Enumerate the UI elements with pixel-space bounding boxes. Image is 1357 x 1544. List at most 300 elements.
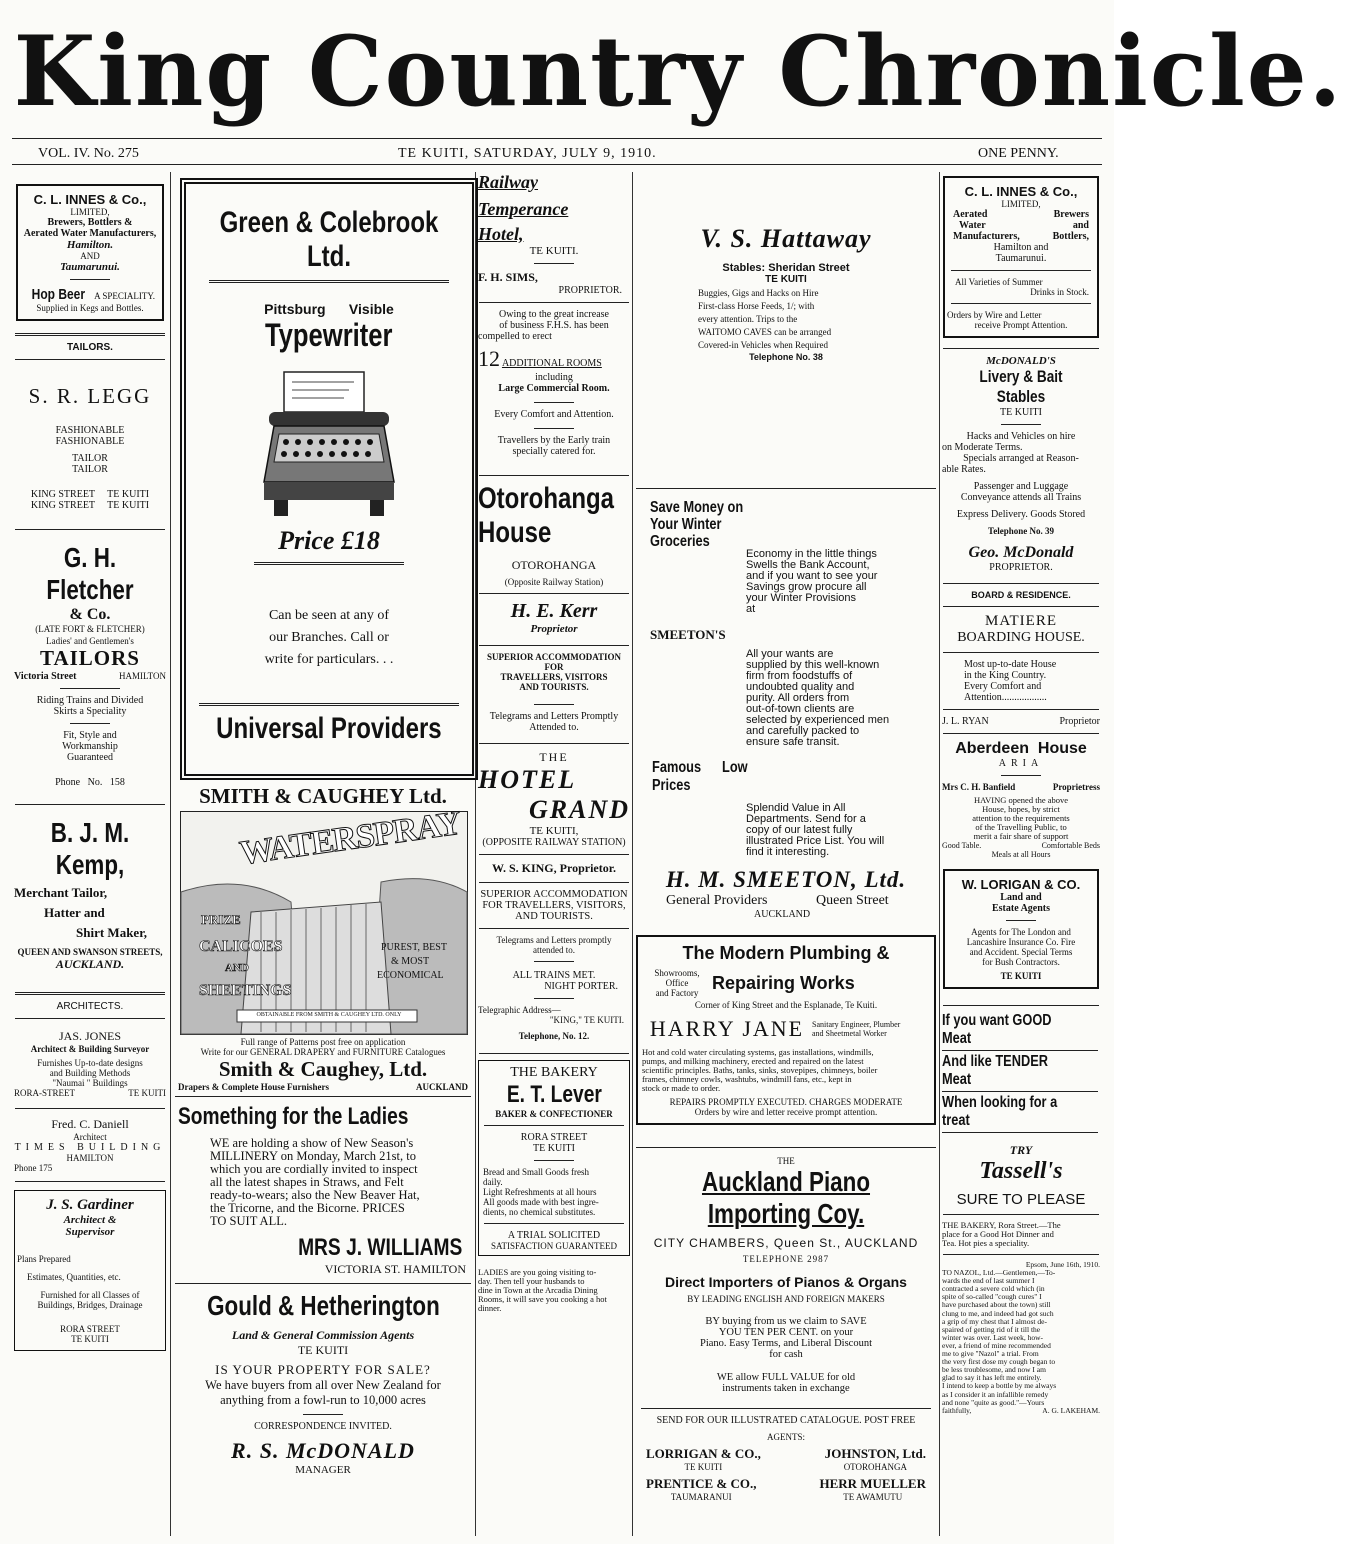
smith-heading: SMITH & CAUGHEY Ltd.: [199, 784, 447, 808]
smeeton-wants: [746, 649, 889, 748]
jones-advert: [14, 1029, 166, 1098]
grand-line: NIGHT PORTER.: [544, 981, 618, 992]
matiere-advert: [942, 613, 1100, 727]
mcd-owner: Geo. McDonald: [968, 544, 1074, 561]
innes-and: AND: [80, 251, 100, 261]
mcd-phone: Telephone No. 39: [988, 526, 1054, 536]
hattaway-line: Buggies, Gigs and Hacks on Hire: [698, 288, 819, 298]
arcadia-line: dinner.: [478, 1303, 502, 1313]
grand-title: HOTEL: [478, 765, 577, 794]
aberdeen-footer: [942, 841, 1100, 850]
otoro-owner: H. E. Kerr: [510, 600, 598, 622]
fletcher-line: Skirts a Speciality: [53, 706, 127, 717]
waterspray-and: AND: [225, 962, 249, 974]
bakery-name: E. T. Lever: [506, 1081, 602, 1108]
gould-advert: [174, 1290, 472, 1476]
green-universal: Universal Providers: [216, 712, 442, 745]
piano-line: Piano. Easy Terms, and Liberal Discount: [700, 1338, 872, 1349]
divider: [303, 1414, 343, 1415]
plumbing-line: frames, chimney cowls, washtubs, windmill fans, etc., kept in: [642, 1074, 852, 1084]
piano-agent-name: HERR MUELLER: [819, 1476, 926, 1491]
ladies-shop-address: VICTORIA ST. HAMILTON: [324, 1262, 466, 1276]
innes-speciality: A SPECIALITY.: [94, 291, 156, 301]
nazol-line: wards the end of last summer I: [942, 1276, 1035, 1286]
masthead: [0, 8, 1344, 136]
kemp-line: Hatter and: [44, 905, 105, 920]
aberdeen-good: Good Table.: [942, 841, 982, 850]
bakery-town: TE KUITI: [533, 1143, 575, 1154]
gardiner-street: RORA STREET: [60, 1324, 120, 1334]
plumbing-line: scientific principles. Baths, tanks, sinks, stovepipes, chimneys, boiler: [642, 1065, 878, 1075]
piano-line: BY buying from us we claim to SAVE: [705, 1316, 867, 1327]
daniell-advert: [14, 1117, 166, 1173]
column-3: [478, 172, 630, 1536]
bakery-the: THE BAKERY: [510, 1065, 598, 1080]
daniell-phone: Phone 175: [14, 1163, 53, 1173]
gould-subtitle: Land & General Commission Agents: [231, 1328, 415, 1342]
piano-send: SEND FOR OUR ILLUSTRATED CATALOGUE. POST FREE: [656, 1415, 916, 1426]
kemp-name: B. J. M. Kemp,: [50, 817, 130, 880]
nazol-line: winter was over. Last week, how-: [942, 1332, 1044, 1342]
piano-agent: [825, 1446, 926, 1472]
divider: [484, 1125, 624, 1126]
daniell-town: HAMILTON: [66, 1153, 114, 1163]
nazol-faithfully: faithfully,: [942, 1405, 972, 1415]
railway-title: Temperance: [478, 199, 569, 219]
innes2-line: Taumarunui.: [995, 253, 1047, 264]
innes2-line: All Varieties of Summer: [955, 277, 1043, 287]
divider: [254, 562, 404, 565]
column-4: [636, 172, 936, 1536]
tailors-heading: TAILORS.: [67, 342, 113, 353]
piano-agent-town: TE KUITI: [684, 1462, 723, 1472]
divider: [943, 1214, 1099, 1215]
ladies-line: WE are holding a show of New Season's: [210, 1136, 414, 1150]
bakery-street: RORA STREET: [520, 1132, 588, 1143]
smeeton-city: AUCKLAND: [754, 909, 811, 920]
innes-line: Aerated Water Manufacturers,: [23, 228, 157, 239]
divider: [479, 854, 629, 855]
smith-drapers: Drapers & Complete House Furnishers: [178, 1082, 329, 1092]
divider: [15, 529, 165, 530]
divider: [175, 1096, 471, 1097]
divider: [943, 709, 1099, 710]
fletcher-line: Fit, Style and: [63, 730, 117, 741]
divider: [70, 279, 110, 280]
hattaway-town: TE KUITI: [765, 274, 807, 285]
innes2-word: Water: [959, 220, 986, 231]
hattaway-line: WAITOMO CAVES can be arranged: [698, 327, 832, 337]
divider: [70, 723, 110, 724]
lorigan-advert: [943, 869, 1099, 989]
legg-address: KING STREET TE KUITI: [30, 489, 150, 500]
daniell-title: Architect: [73, 1132, 107, 1142]
grand-line: Telegrams and Letters promptly: [496, 935, 612, 945]
grand-town: TE KUITI,: [529, 825, 579, 837]
innes-advert: [16, 184, 164, 321]
column-1: [14, 172, 166, 1536]
smeeton-save-line: Your Winter: [650, 516, 722, 533]
mcd-line: Specials arranged at Reason-: [963, 453, 1079, 464]
dateline-rule: [12, 164, 1102, 165]
hattaway-stables: Stables: Sheridan Street: [722, 262, 850, 274]
divider: [15, 992, 165, 995]
divider: [641, 1408, 931, 1409]
kemp-address: QUEEN AND SWANSON STREETS,: [17, 947, 163, 957]
divider: [479, 928, 629, 929]
gardiner-title: Architect &: [63, 1214, 117, 1226]
mcdonald-advert: [942, 355, 1100, 573]
fletcher-address: [14, 671, 166, 682]
mcd-line: Passenger and Luggage: [973, 481, 1069, 492]
gould-line: anything from a fowl-run to 10,000 acres: [220, 1393, 426, 1407]
innes2-word: Aerated: [953, 209, 988, 220]
piano-line: YOU TEN PER CENT. on your: [718, 1327, 854, 1338]
smeeton-save-line: Save Money on: [650, 499, 744, 516]
piano-agent-town: TE AWAMUTU: [843, 1492, 903, 1502]
green-line: Pittsburg Visible: [264, 301, 394, 317]
grand-opposite: (OPPOSITE RAILWAY STATION): [482, 837, 626, 848]
legg-line: TAILOR: [72, 453, 108, 464]
divider: [943, 652, 1099, 653]
otorohanga-advert: [478, 482, 630, 733]
matiere-line: Attention..................: [964, 692, 1047, 703]
plumbing-name-row: [642, 1016, 930, 1042]
piano-name: Auckland Piano Importing Coy.: [701, 1166, 871, 1229]
plumbing-line: stock or made to order.: [642, 1083, 721, 1093]
railway-line: of business F.H.S. has been: [499, 320, 609, 331]
grand-owner: W. S. KING, Proprietor.: [492, 861, 616, 875]
divider: [943, 733, 1099, 734]
ladies-text: [174, 1137, 472, 1228]
jones-title: Architect & Building Surveyor: [30, 1044, 150, 1054]
hattaway-line: Covered-in Vehicles when Required: [698, 340, 829, 350]
smeeton-line: supplied by this well-known: [746, 659, 880, 671]
fletcher-line: Riding Trains and Divided: [36, 695, 144, 706]
aberdeen-line: attention to the requirements: [972, 813, 1070, 823]
mcd-line: Conveyance attends all Trains: [960, 492, 1082, 503]
smeeton-save-line: Groceries: [650, 533, 710, 550]
lorigan-line: Land and: [1000, 892, 1042, 903]
plumbing-heading: The Modern Plumbing &: [682, 943, 890, 963]
arcadia-line: Rooms, it will save you cooking a hot: [478, 1294, 607, 1304]
divider: [15, 1181, 165, 1182]
legg-name: S. R. LEGG: [28, 384, 152, 408]
divider: [1006, 920, 1036, 921]
railway-line: specially catered for.: [512, 446, 596, 457]
board-heading: BOARD & RESIDENCE.: [971, 590, 1071, 600]
plumbing-showrooms: [642, 968, 712, 998]
fletcher-ladies: Ladies' and Gentlemen's: [46, 636, 134, 646]
smeeton-economy: [746, 549, 877, 615]
lorigan-line: Lancashire Insurance Co. Fire: [966, 937, 1076, 947]
smeeton-line: undoubted quality and: [746, 681, 855, 693]
smeeton-line: selected by experienced men: [746, 714, 890, 726]
fletcher-name: G. H. Fletcher: [46, 542, 134, 605]
nazol-testimonial: [942, 1261, 1100, 1415]
piano-the: THE: [777, 1156, 795, 1166]
tassell-advert: [942, 1012, 1100, 1415]
hattaway-line: First-class Horse Feeds, 1/; with: [698, 301, 815, 311]
lorigan-line: for Bush Contractors.: [982, 957, 1060, 967]
railway-line: including: [535, 372, 573, 383]
divider: [1001, 775, 1041, 776]
divider: [60, 688, 120, 689]
divider: [479, 475, 629, 476]
innes-advert-2: [943, 176, 1099, 338]
innes-town: Taumarunui.: [60, 261, 120, 273]
nazol-line: spaired of getting rid of it till the: [942, 1324, 1041, 1334]
otoro-line: SUPERIOR ACCOMMODATION FOR: [486, 652, 622, 672]
plumbing-line: pumps, and milking machinery, erected and repaired on the latest: [642, 1056, 864, 1066]
green-details: [186, 605, 472, 671]
waterspray-most: & MOST: [391, 956, 430, 967]
railway-owner: F. H. SIMS,: [478, 270, 538, 284]
bakery-line: daily.: [483, 1177, 503, 1187]
tassell-name: Tassell's: [979, 1158, 1063, 1184]
aberdeen-owner: Mrs C. H. Banfield: [942, 782, 1016, 792]
waterspray-purest: PUREST, BEST: [381, 942, 447, 953]
ladies-heading: Something for the Ladies: [178, 1103, 409, 1130]
divider: [15, 1018, 165, 1019]
piano-agent-name: LORRIGAN & CO.,: [646, 1446, 761, 1461]
fletcher-line: Workmanship: [62, 741, 118, 752]
divider: [479, 882, 629, 883]
grand-line: SUPERIOR ACCOMMODATION: [480, 889, 628, 900]
matiere-text: [942, 659, 1100, 703]
plumbing-trade-line: and Sheetmetal Worker: [812, 1029, 887, 1038]
railway-proprietor: PROPRIETOR.: [558, 285, 622, 296]
railway-line: Every Comfort and Attention.: [494, 409, 614, 420]
piano-agent: [646, 1476, 757, 1502]
lorigan-town: TE KUITI: [1000, 971, 1042, 981]
daniell-name: Fred. C. Daniell: [51, 1117, 129, 1131]
typewriter-illustration: [254, 362, 404, 522]
waterspray-title: WATERSPRAY: [237, 804, 463, 873]
tassell-sure: SURE TO PLEASE: [956, 1191, 1086, 1208]
innes-name: C. L. INNES & Co.,: [33, 192, 147, 207]
divider: [479, 593, 629, 594]
aberdeen-meals: Meals at all Hours: [991, 850, 1051, 859]
green-name: Green & Colebrook Ltd.: [219, 206, 439, 273]
aberdeen-beds: Comfortable Beds: [1041, 841, 1100, 850]
column-divider: [939, 172, 940, 1536]
aberdeen-proprietress: Proprietress: [1052, 782, 1100, 792]
nazol-line: be less troublesome, and now I am: [942, 1365, 1046, 1375]
gould-manager-title: MANAGER: [295, 1464, 351, 1476]
piano-address: CITY CHAMBERS, Queen St., AUCKLAND: [653, 1236, 919, 1250]
divider: [209, 280, 449, 283]
piano-agent-town: TAUMARANUI: [670, 1492, 732, 1502]
grand-line: FOR TRAVELLERS, VISITORS,: [482, 900, 626, 911]
divider: [943, 348, 1099, 349]
smeeton-name: SMEETON'S: [650, 627, 726, 642]
railway-number: 12: [478, 346, 500, 371]
grand-title: GRAND: [528, 795, 630, 824]
tassell-line: And like TENDER Meat: [942, 1053, 1048, 1088]
nazol-line: a grip of my chest that I almost de-: [942, 1316, 1047, 1326]
smeeton-line: out-of-town clients are: [746, 703, 855, 715]
railway-line: compelled to erect: [478, 331, 552, 342]
divider: [15, 1108, 165, 1109]
smeeton-line: find it interesting.: [746, 846, 830, 858]
otoro-title: House: [478, 516, 552, 549]
legg-line: FASHIONABLE: [55, 425, 125, 436]
jones-line: "Naumai " Buildings: [52, 1078, 128, 1088]
smeeton-line: copy of our latest fully: [746, 824, 853, 836]
tassell-line: When looking for a treat: [942, 1094, 1058, 1129]
bakery-notice-line: THE BAKERY, Rora Street.—The: [942, 1220, 1061, 1230]
grand-line: attended to.: [533, 945, 575, 955]
tassell-try: TRY: [1009, 1143, 1033, 1157]
smeeton-line: Savings grow procure all: [746, 581, 867, 593]
smeeton-general-providers: General Providers: [666, 893, 768, 908]
smeeton-line: and carefully packed to: [746, 725, 860, 737]
smeeton-value: [746, 803, 884, 858]
innes2-row: [947, 231, 1095, 242]
aberdeen-owner-row: [942, 782, 1100, 792]
jones-town: TE KUITI: [128, 1088, 166, 1098]
divider: [942, 1050, 1098, 1051]
hotel-grand-advert: [478, 750, 630, 1041]
mcd-name: McDONALD'S: [986, 355, 1056, 367]
innes2-word: Manufacturers,: [953, 231, 1020, 242]
column-5: [942, 172, 1100, 1536]
piano-agents-row: [636, 1472, 936, 1502]
masthead-rule: [12, 138, 1102, 139]
divider: [199, 703, 459, 706]
divider: [479, 1053, 629, 1054]
railway-rooms: ADDITIONAL ROOMS: [501, 358, 602, 369]
innes-town: Hamilton.: [66, 239, 114, 251]
piano-line: instruments taken in exchange: [722, 1383, 850, 1394]
innes2-word: Bottlers,: [1052, 231, 1089, 242]
lorigan-name: W. LORIGAN & CO.: [961, 877, 1081, 892]
grand-phone: Telephone, No. 12.: [518, 1031, 590, 1041]
bakery-satisfaction: SATISFACTION GUARANTEED: [490, 1241, 618, 1251]
plumbing-show-line: Showrooms, Office: [654, 968, 700, 988]
piano-makers: BY LEADING ENGLISH AND FOREIGN MAKERS: [687, 1294, 885, 1304]
railway-line: Owing to the great increase: [499, 309, 609, 320]
waterspray-prize: PRIZE: [201, 912, 241, 927]
volume-number: VOL. IV. No. 275: [38, 146, 139, 161]
gould-question: IS YOUR PROPERTY FOR SALE?: [215, 1362, 431, 1377]
bakery-notice-line: Tea. Hot pies a speciality.: [942, 1238, 1030, 1248]
divider: [534, 704, 574, 705]
smith-line: Full range of Patterns post free on application: [240, 1037, 406, 1047]
arcadia-line: day. Then tell your husbands to: [478, 1276, 585, 1286]
gardiner-name: J. S. Gardiner: [46, 1197, 134, 1213]
piano-advert: [636, 1156, 936, 1502]
gardiner-town: TE KUITI: [71, 1334, 109, 1344]
plumbing-heading: Repairing Works: [712, 972, 855, 993]
divider: [942, 1132, 1098, 1133]
tassell-line: If you want GOOD Meat: [942, 1012, 1052, 1047]
green-typewriter: Typewriter: [265, 317, 393, 353]
hattaway-line: every attention. Trips to the: [698, 314, 798, 324]
otoro-title: Otorohanga: [478, 482, 614, 515]
innes2-line: Orders by Wire and Letter: [947, 310, 1042, 320]
kemp-line: Shirt Maker,: [76, 925, 148, 940]
aberdeen-town: ARIA: [998, 758, 1044, 769]
divider: [943, 606, 1099, 607]
gardiner-line: Estimates, Quantities, etc.: [27, 1272, 121, 1282]
jones-name: JAS. JONES: [58, 1029, 121, 1043]
ladies-line: all the latest shapes in Straws, and Felt: [210, 1175, 404, 1189]
plumbing-line: Hot and cold water circulating systems, gas installations, windmills,: [642, 1047, 874, 1057]
gardiner-line: Furnished for all Classes of: [40, 1290, 140, 1300]
otoro-town: OTOROHANGA: [511, 558, 597, 572]
plumbing-trade: [812, 1020, 900, 1038]
gould-name: Gould & Hetherington: [206, 1290, 440, 1321]
fletcher-tailors: TAILORS: [40, 646, 140, 670]
smith-footer: [174, 1082, 472, 1092]
mcd-line: on Moderate Terms.: [942, 442, 1023, 453]
divider: [479, 645, 629, 646]
plumbing-trade-line: Sanitary Engineer, Plumber: [812, 1020, 901, 1029]
hattaway-text: [636, 287, 936, 352]
smeeton-line: Swells the Bank Account,: [746, 559, 870, 571]
railway-hotel-advert: [478, 172, 630, 457]
bakery-notice: [942, 1221, 1100, 1248]
smith-city: AUCKLAND: [415, 1082, 468, 1092]
ladies-line: which you are cordially invited to inspect: [210, 1162, 418, 1176]
piano-direct: Direct Importers of Pianos & Organs: [665, 1274, 907, 1290]
bakery-line: Bread and Small Goods fresh: [483, 1167, 589, 1177]
grand-line: Telegraphic Address—: [478, 1005, 561, 1015]
divider: [484, 1223, 624, 1224]
green-line: our Branches. Call or: [269, 630, 389, 645]
smeeton-ltd: H. M. SMEETON, Ltd.: [665, 867, 907, 892]
divider: [534, 961, 574, 962]
plumbing-name: HARRY JANE: [649, 1016, 805, 1041]
nazol-line: contracted a severe cold which (in: [942, 1284, 1045, 1294]
hattaway-name: V. S. Hattaway: [700, 224, 872, 253]
smeeton-prices: Prices: [652, 777, 691, 794]
innes2-word: Brewers: [1053, 209, 1089, 220]
arcadia-notice: [478, 1268, 630, 1313]
aberdeen-line: HAVING opened the above: [973, 795, 1069, 805]
arcadia-line: dine in Town at the Arcadia Dining: [478, 1285, 598, 1295]
column-divider: [632, 172, 633, 1536]
smeeton-line: at: [746, 603, 756, 615]
legg-advert: [14, 384, 166, 511]
piano-line: for cash: [769, 1349, 803, 1360]
mcd-heading: Livery & Bait Stables: [979, 367, 1063, 406]
divider: [942, 1091, 1098, 1092]
divider: [175, 1283, 471, 1284]
divider: [534, 402, 574, 403]
jones-address: [14, 1088, 166, 1098]
mcd-proprietor: PROPRIETOR.: [989, 562, 1053, 573]
gardiner-line: Buildings, Bridges, Drainage: [37, 1300, 143, 1310]
smeeton-line: firm from foodstuffs of: [746, 670, 853, 682]
plumbing-repairs: REPAIRS PROMPTLY EXECUTED. CHARGES MODERATE: [669, 1097, 903, 1107]
smeeton-line: and if you want to see your: [746, 570, 878, 582]
architects-heading: ARCHITECTS.: [56, 1001, 124, 1012]
piano-allow: [636, 1372, 936, 1394]
matiere-title: MATIERE: [985, 613, 1057, 629]
plumbing-orders: Orders by wire and letter receive prompt attention.: [694, 1107, 878, 1117]
divider: [1001, 424, 1041, 425]
innes-line: Brewers, Bottlers &: [47, 217, 133, 228]
piano-agent-name: PRENTICE & CO.,: [646, 1476, 757, 1491]
fletcher-advert: [14, 542, 166, 788]
green-price: Price £18: [278, 526, 380, 555]
gardiner-line: Plans Prepared: [17, 1254, 71, 1264]
bakery-title: BAKER & CONFECTIONER: [495, 1109, 613, 1119]
jones-line: and Building Methods: [49, 1068, 131, 1078]
